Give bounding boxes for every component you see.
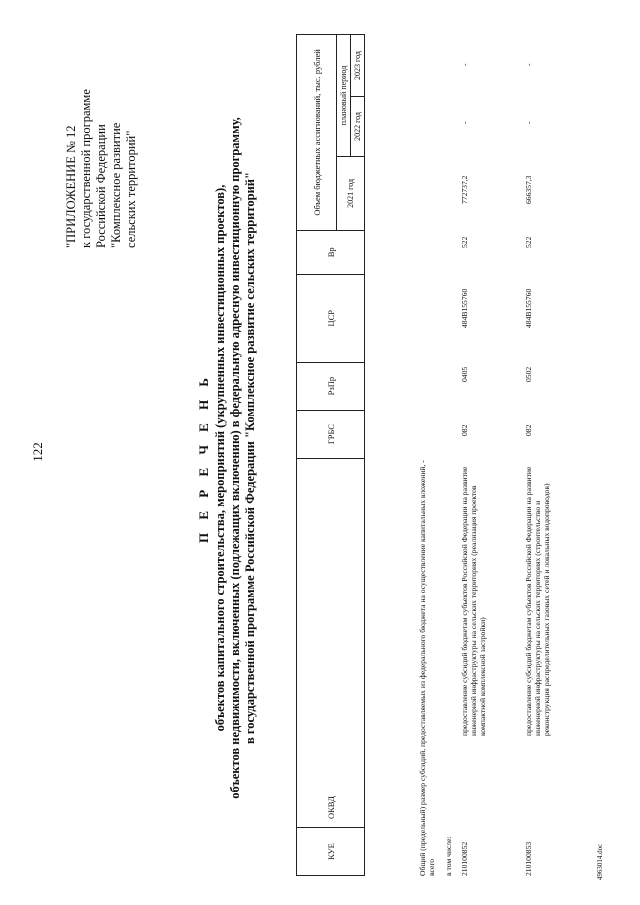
appendix-line-1: "ПРИЛОЖЕНИЕ № 12 bbox=[64, 125, 78, 248]
table-header bbox=[296, 34, 365, 876]
appendix-line-4: "Комплексное развитие bbox=[109, 122, 123, 248]
row-2-vr: 522 bbox=[524, 236, 533, 248]
row-1-kye: 210100852 bbox=[460, 841, 469, 876]
row-1-desc: предоставление субсидий бюджетам субъектов Российской Федерации на развитие инженерной инфраструктуры на сельских территориях (реализация проектов компактной комплексной застройки) bbox=[460, 466, 487, 736]
heading-line-2: объектов недвижимости, включенных (подлежащих включению) в федеральную адресную инвестиционную программу, bbox=[228, 117, 242, 799]
header-kye: КУЕ bbox=[297, 828, 365, 876]
row-1-rzpr: 0405 bbox=[460, 366, 469, 382]
total-row-desc: Общий (предельный) размер субсидий, предоставляемых из федерального бюджета на осуществление капитальных вложений, - всего bbox=[418, 460, 436, 876]
header-volume: Объем бюджетных ассигнований, тыс. рублей bbox=[297, 35, 337, 231]
row-2-2021: 666357,3 bbox=[524, 175, 533, 204]
appendix-block bbox=[64, 38, 139, 248]
header-vr: Вр bbox=[297, 230, 365, 274]
footer-file-name: 4963014.doc bbox=[596, 843, 604, 881]
heading-line-1: объектов капитального строительства, мероприятий (укрупненных инвестиционных проектов), bbox=[213, 184, 227, 732]
row-2-grbs: 082 bbox=[524, 424, 533, 436]
row-2-2022: - bbox=[524, 121, 533, 124]
row-2-kye: 210100853 bbox=[524, 841, 533, 876]
row-1-2022: - bbox=[460, 121, 469, 124]
including-label: в том числе: bbox=[444, 836, 453, 876]
row-2-desc: предоставление субсидий бюджетам субъектов Российской Федерации на развитие инженерной инфраструктуры на сельских территориях (строительство и реконструкция распределительных газовых сетей и локальных водопроводов) bbox=[524, 466, 551, 736]
row-2-2023: - bbox=[524, 63, 533, 66]
heading-line-3: в государственной программе Российской Федерации "Комплексное развитие сельских территорий" bbox=[243, 172, 257, 744]
page-number: 122 bbox=[30, 442, 45, 462]
row-2-rzpr: 0502 bbox=[524, 366, 533, 382]
row-1-2023: - bbox=[460, 63, 469, 66]
document-title: П Е Р Е Ч Е Н Ь bbox=[196, 372, 211, 544]
appendix-line-3: Российской Федерации bbox=[94, 124, 108, 248]
header-grbs: ГРБС bbox=[297, 410, 365, 458]
header-csr: ЦСР bbox=[297, 274, 365, 362]
header-planned-period: плановый период bbox=[337, 35, 351, 157]
appendix-line-2: к государственной программе bbox=[79, 89, 93, 248]
document-heading bbox=[196, 28, 258, 888]
row-1-2021: 772737,2 bbox=[460, 175, 469, 204]
row-1-csr: 484В155760 bbox=[460, 288, 469, 328]
header-2022: 2022 год bbox=[351, 96, 365, 156]
landscape-page bbox=[56, 28, 616, 888]
row-1-vr: 522 bbox=[460, 236, 469, 248]
header-rzpr: РзПр bbox=[297, 362, 365, 410]
header-okvd: ОКВД bbox=[297, 458, 365, 827]
row-2-csr: 484В155760 bbox=[524, 288, 533, 328]
header-2021: 2021 год bbox=[337, 156, 365, 230]
row-1-grbs: 082 bbox=[460, 424, 469, 436]
appendix-line-5: сельских территорий" bbox=[124, 130, 138, 248]
header-2023: 2023 год bbox=[351, 35, 365, 97]
